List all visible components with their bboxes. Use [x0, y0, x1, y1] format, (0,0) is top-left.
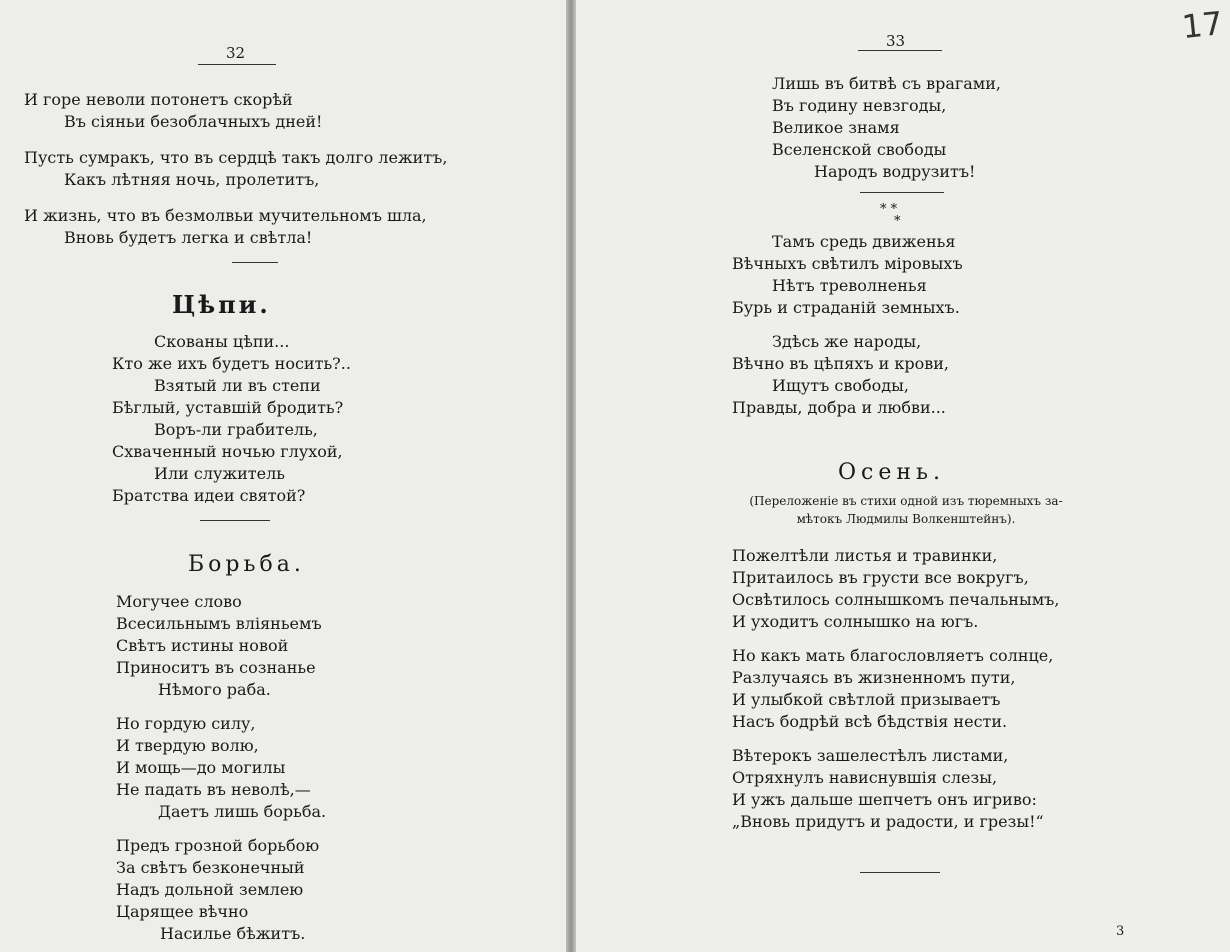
verse-line: Но какъ мать благословляетъ солнце,: [732, 646, 1054, 665]
verse-line: Даетъ лишь борьба.: [158, 802, 327, 821]
section-rule: [200, 520, 270, 521]
asterism: * *: [880, 202, 898, 217]
header-rule-left: [198, 64, 276, 65]
verse-line: Братства идеи святой?: [112, 486, 306, 505]
verse-line: Кто же ихъ будетъ носить?..: [112, 354, 351, 373]
verse-line: Вѣтерокъ зашелестѣлъ листами,: [732, 746, 1009, 765]
verse-line: Отряхнулъ нависнувшія слезы,: [732, 768, 998, 787]
header-rule-right: [858, 50, 942, 51]
verse-line: Разлучаясь въ жизненномъ пути,: [732, 668, 1016, 687]
left-page: [0, 0, 566, 952]
verse-line: Вѣчно въ цѣпяхъ и крови,: [732, 354, 950, 373]
poem-subtitle: (Переложеніе въ стихи одной изъ тюремныхъ за-: [749, 494, 1063, 508]
verse-line: Взятый ли въ степи: [154, 376, 321, 395]
book-gutter: [566, 0, 576, 952]
verse-line: И уходитъ солнышко на югъ.: [732, 612, 979, 631]
verse-line: Предъ грозной борьбою: [116, 836, 320, 855]
verse-line: Народъ водрузитъ!: [814, 162, 976, 181]
verse-line: Приноситъ въ сознанье: [116, 658, 316, 677]
verse-line: Великое знамя: [772, 118, 900, 137]
verse-line: За свѣтъ безконечный: [116, 858, 305, 877]
poem-title-struggle: Борьба.: [188, 552, 305, 577]
poem-title-chains: Цѣпи.: [172, 290, 271, 319]
verse-line: Схваченный ночью глухой,: [112, 442, 343, 461]
verse-line: Вселенской свободы: [772, 140, 947, 159]
verse-line: Ищутъ свободы,: [772, 376, 909, 395]
verse-line: Или служитель: [154, 464, 285, 483]
verse-line: Всесильнымъ вліяньемъ: [116, 614, 322, 633]
verse-line: Какъ лѣтняя ночь, пролетитъ,: [64, 170, 320, 189]
section-rule: [232, 262, 278, 263]
handwritten-number: 17: [1180, 3, 1225, 47]
verse-line: Надъ дольной землею: [116, 880, 304, 899]
poem-subtitle: мѣтокъ Людмилы Волкенштейнъ).: [796, 512, 1016, 526]
section-rule: [860, 192, 944, 193]
verse-line: Нѣтъ треволненья: [772, 276, 927, 295]
verse-line: Нѣмого раба.: [158, 680, 271, 699]
poem-title-autumn: Осень.: [838, 460, 946, 485]
page-number-right: 33: [886, 32, 906, 50]
verse-line: Насъ бодрѣй всѣ бѣдствія нести.: [732, 712, 1008, 731]
verse-line: Но гордую силу,: [116, 714, 256, 733]
verse-line: Вѣчныхъ свѣтилъ міровыхъ: [732, 254, 963, 273]
verse-line: Вновь будетъ легка и свѣтла!: [64, 228, 313, 247]
verse-line: И твердую волю,: [116, 736, 259, 755]
verse-line: Не падать въ неволѣ,—: [116, 780, 311, 799]
verse-line: Свѣтъ истины новой: [116, 636, 289, 655]
verse-line: Воръ-ли грабитель,: [154, 420, 318, 439]
verse-line: „Вновь придутъ и радости, и грезы!“: [732, 812, 1044, 831]
verse-line: Правды, добра и любви...: [732, 398, 946, 417]
verse-line: Насилье бѣжитъ.: [160, 924, 306, 943]
verse-line: Бурь и страданій земныхъ.: [732, 298, 960, 317]
verse-line: Освѣтилось солнышкомъ печальнымъ,: [732, 590, 1060, 609]
verse-line: Въ сіяньи безоблачныхъ дней!: [64, 112, 323, 131]
verse-line: И мощь—до могилы: [116, 758, 286, 777]
verse-line: Пожелтѣли листья и травинки,: [732, 546, 998, 565]
verse-line: Здѣсь же народы,: [772, 332, 922, 351]
asterism-bottom: *: [894, 214, 901, 229]
signature-number: 3: [1116, 924, 1125, 939]
right-page: [576, 0, 1230, 952]
verse-line: Бѣглый, уставшій бродить?: [112, 398, 344, 417]
verse-line: Царящее вѣчно: [116, 902, 249, 921]
verse-line: Притаилось въ грусти все вокругъ,: [732, 568, 1029, 587]
verse-line: И улыбкой свѣтлой призываетъ: [732, 690, 1001, 709]
verse-line: И ужъ дальше шепчетъ онъ игриво:: [732, 790, 1037, 809]
verse-line: Могучее слово: [116, 592, 242, 611]
verse-line: Тамъ средь движенья: [772, 232, 956, 251]
verse-line: Пусть сумракъ, что въ сердцѣ такъ долго лежитъ,: [24, 148, 448, 167]
section-rule: [860, 872, 940, 873]
page-number-left: 32: [226, 44, 246, 62]
verse-line: Скованы цѣпи...: [154, 332, 290, 351]
verse-line: И горе неволи потонетъ скорѣй: [24, 90, 293, 109]
verse-line: И жизнь, что въ безмолвьи мучительномъ шла,: [24, 206, 427, 225]
verse-line: Лишь въ битвѣ съ врагами,: [772, 74, 1001, 93]
verse-line: Въ годину невзгоды,: [772, 96, 947, 115]
